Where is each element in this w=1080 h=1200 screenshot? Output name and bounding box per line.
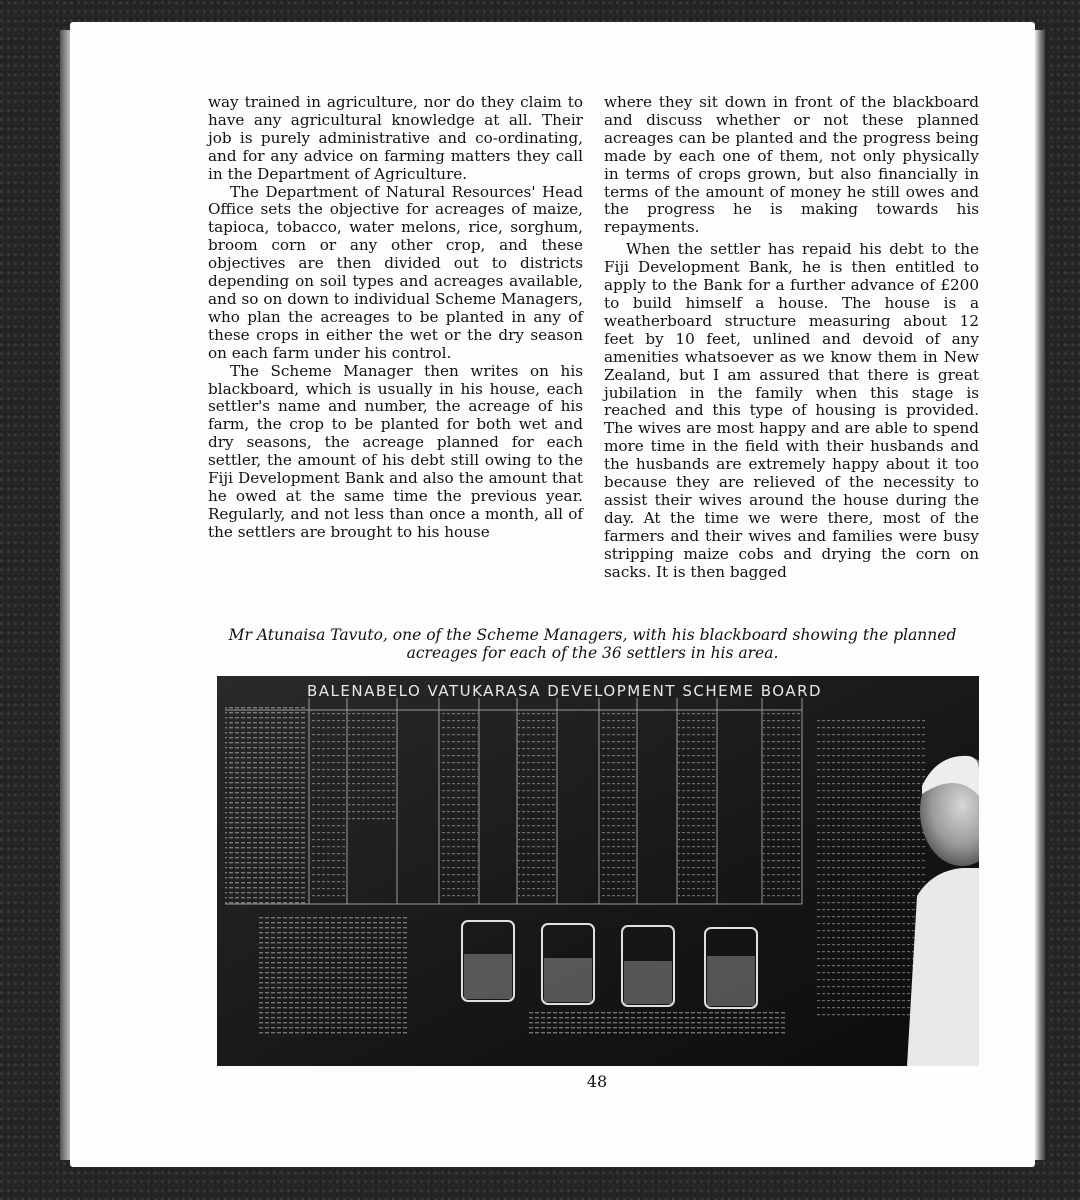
- blackboard-illustration: [217, 676, 979, 1066]
- page-right-edge: [1035, 30, 1045, 1160]
- left-text-column: [208, 94, 583, 542]
- page-number: 48: [586, 1072, 608, 1091]
- settler-names-column: [225, 706, 307, 906]
- left-paragraph-1: way trained in agriculture, nor do they claim to have any agricultural knowledge at all. Their job is purely administrative and co-ordinating, and for any advice on farming matters they call in the Department of Agriculture.: [208, 93, 583, 183]
- left-paragraph-3: The Scheme Manager then writes on his blackboard, which is usually in his house, each settler's name and number, the acreage of his farm, the crop to be planted for both wet and dry seasons, the acreage planned for each settler, the amount of his debt still owing to the Fiji Development Bank and also the amount that he owed at the same time the previous year. Regularly, and not less than once a month, all of the settlers are brought to his house: [208, 361, 583, 541]
- photo-caption: Mr Atunaisa Tavuto, one of the Scheme Managers, with his blackboard showing the planned acreages for each of the 36 settlers in his area.: [228, 626, 957, 662]
- right-paragraph-1: where they sit down in front of the blackboard and discuss whether or not these planned acreages can be planted and the progress being made by each one of them, not only physically in terms of crops grown, but also financially in terms of the amount of money he still owes and the progress he is making towards his repayments.: [604, 93, 979, 237]
- grid-entries: [310, 712, 346, 902]
- board-title: BALENABELO VATUKARASA DEVELOPMENT SCHEME BOARD: [307, 682, 823, 700]
- left-paragraph-2: The Department of Natural Resources' Head Office sets the objective for acreages of maize, tapioca, tobacco, water melons, rice, sorghum, broom corn or any other crop, and these objectives are then divided out to districts depending on soil types and acreages available, and so on down to individual Scheme Managers, who plan the acreages to be planted in any of these crops in either the wet or the dry season on each farm under his control.: [208, 182, 583, 362]
- bottom-notes: [527, 1011, 787, 1036]
- right-text-column: [604, 94, 979, 581]
- work-for-month-notes: [257, 916, 407, 1036]
- right-paragraph-2: When the settler has repaid his debt to the Fiji Development Bank, he is then entitled to apply to the Bank for a further advance of £200 to build himself a house. The house is a weatherboard structure measuring about 12 feet by 10 feet, unlined and devoid of any amenities whatsoever as we know them in New Zealand, but I am assured that there is great jubilation in the family when this stage is reached and this type of housing is provided. The wives are most happy and are able to spend more time in the field with their husbands and the husbands are extremely happy about it too because they are relieved of the necessity to assist their wives around the house during the day. At the time we were there, most of the farmers and their wives and families were busy stripping maize cobs and drying the corn on sacks. It is then bagged: [604, 240, 979, 581]
- blackboard-photo: [217, 676, 979, 1066]
- right-board-entries: [817, 716, 927, 1016]
